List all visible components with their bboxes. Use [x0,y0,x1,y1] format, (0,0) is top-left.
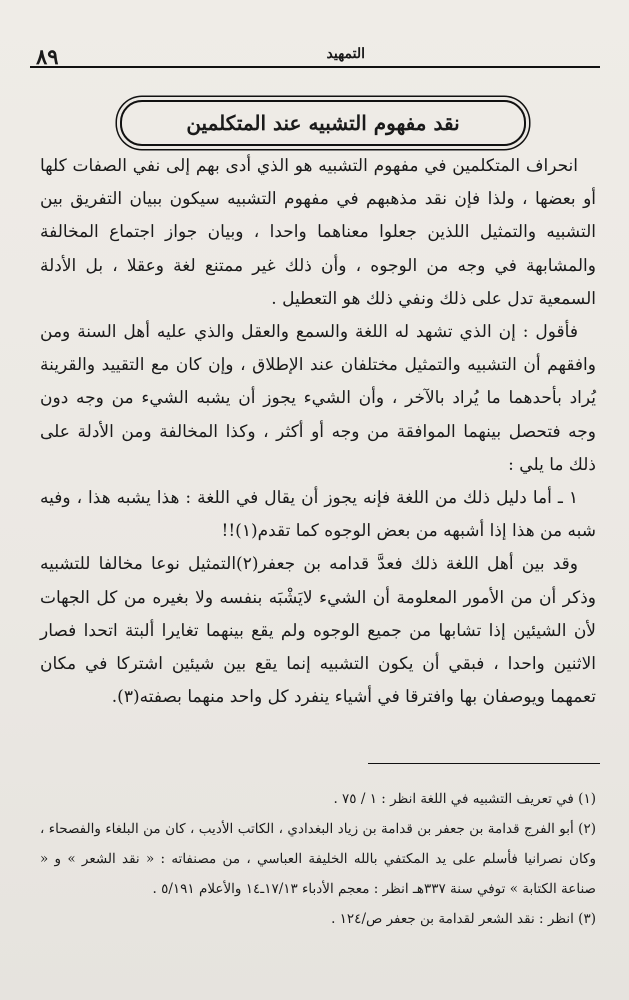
body-text [40,150,596,714]
paragraph: وقد بين أهل اللغة ذلك فعدَّ قدامه بن جعفر(٢)التمثيل نوعا مخالفا للتشبيه وذكر أن من الأمور المعلومة أن الشيء لايَشْبَه بنفسه ولا بغيره من كل الجهات لأن الشيئين إذا تشابها من جميع الوجوه ولم يقع بينهما تغايرا ألبتة اتحدا فصار الاثنين واحدا ، فبقي أن يكون التشبيه إنما يقع بين شيئين اشتركا في مكان تعمهما ويوصفان بها وافترقا في أشياء ينفرد كل واحد منهما بصفته(٣). [40,554,596,708]
paragraph: انحراف المتكلمين في مفهوم التشبيه هو الذي أدى بهم إلى نفي الصفات كلها أو بعضها ، ولذا فإن نقد مذهبهم في مفهوم التشبيه سيكون ببيان التفريق بين التشبيه والتمثيل اللذين جعلوا معناهما واحدا ، وبيان جواز اجتماع المخالفة والمشابهة في وجه من الوجوه ، وأن ذلك غير ممتنع لغة وعقلا ، بل الأدلة السمعية تدل على ذلك ونفي ذلك هو التعطيل . [40,156,596,309]
paragraph: ١ ـ أما دليل ذلك من اللغة فإنه يجوز أن يقال في اللغة : هذا يشبه هذا ، وفيه شبه من هذا إذا أشبهه من بعض الوجوه كما تقدم(١)!! [40,488,596,542]
page-header [30,38,600,69]
footnotes [40,784,596,934]
footnote-separator [368,763,600,764]
footnote: (٣) انظر : نقد الشعر لقدامة بن جعفر ص/١٢٤ . [331,911,596,927]
header-rule [30,66,600,68]
footnote: (٢) أبو الفرج قدامة بن جعفر بن قدامة بن زياد البغدادي ، الكاتب الأديب ، كان من البلغاء والفصحاء ، وكان نصرانيا فأسلم على يد المكتفي بالله الخليفة العباسي ، من مصنفاته : « نقد الشعر » و « صناعة الكتابة » توفي سنة ٣٣٧هـ انظر : معجم الأدباء ١٧/١٣ـ١٤ والأعلام ٥/١٩١ . [40,821,596,897]
section-title-box [120,100,526,146]
page-number: ٨٩ [36,44,59,69]
section-title: نقد مفهوم التشبيه عند المتكلمين [186,111,460,135]
paragraph: فأقول : إن الذي تشهد له اللغة والسمع والعقل والذي عليه أهل السنة ومن وافقهم أن التشبيه والتمثيل مختلفان عند الإطلاق ، وإن كان مع التقييد والقرينة يُراد بأحدهما ما يُراد بالآخر ، وأن الشيء يجوز أن يشبه الشيء من وجه دون وجه فتحصل بينهما الموافقة من وجه أو أكثر ، وكذا المخالفة ومن الأدلة على ذلك ما يلي : [40,322,596,475]
running-title: التمهيد [326,46,365,62]
footnote: (١) في تعريف التشبيه في اللغة انظر : ١ / ٧٥ . [333,791,596,807]
